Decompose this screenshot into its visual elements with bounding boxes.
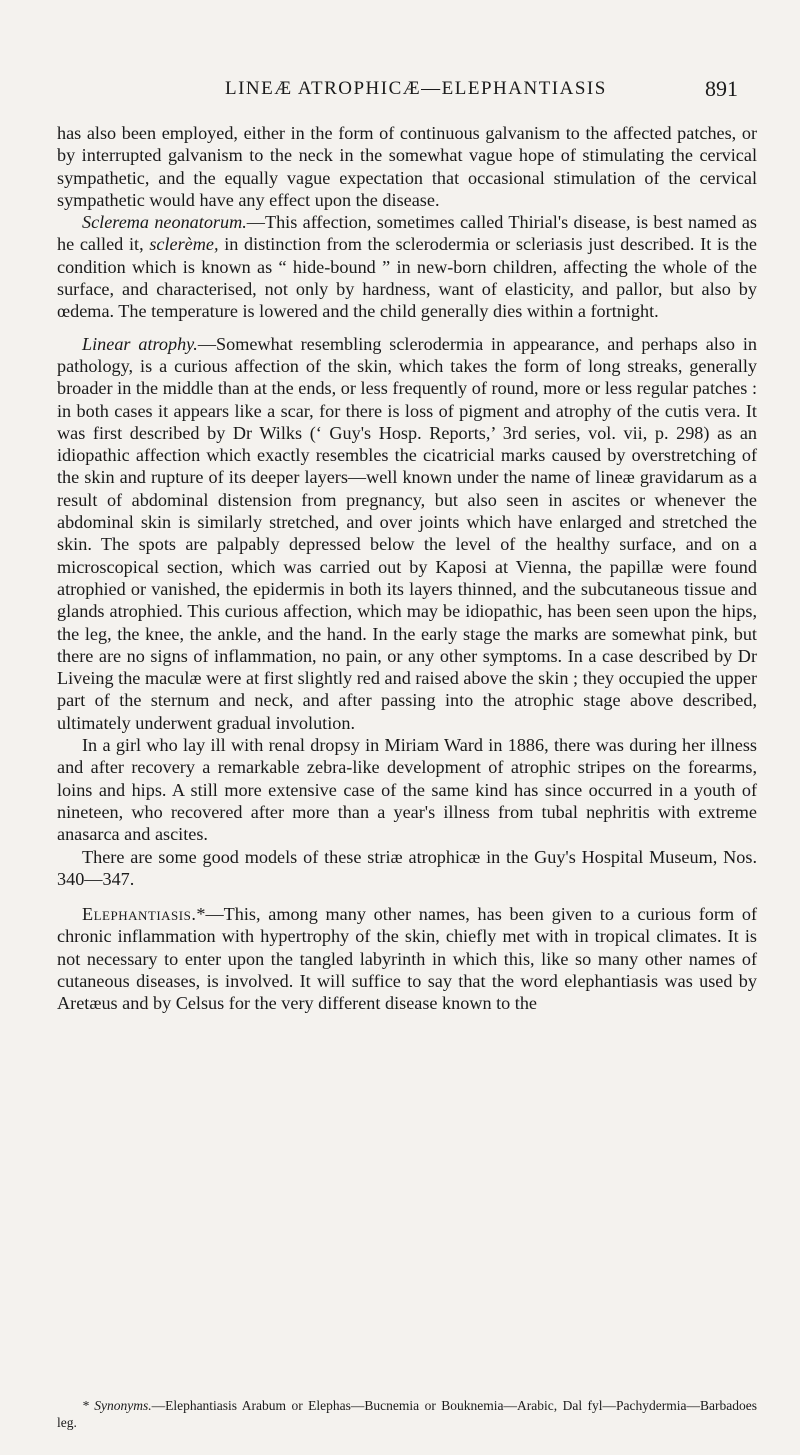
linear-atrophy-term: Linear atrophy. (82, 333, 198, 354)
paragraph-galvanism: has also been employed, either in the form of continuous galvanism to the affected patches, or by interrupted galvanism to the neck in the somewhat vague hope of stimulating the cervical sympathetic, and the equally vague expectation that occasional stimulation of the cervical sympathetic would have any effect upon the disease. (57, 123, 757, 210)
page-header (0, 78, 800, 106)
page-number: 891 (705, 76, 738, 101)
paragraph-sclerema (57, 211, 757, 322)
sclerema-text-b: in distinction from the sclerodermia or scleriasis just described. It is the condition which is known as “ hide-bound ” in new-born children, affecting the whole of the surface, and characterised, not only by hardness, want of elasticity, and pallor, but also by œdema. The temperature is lowered and the child generally dies within a fortnight. (57, 234, 757, 322)
sclerema-text-a: —This affection, sometimes called Thirial's disease, is best named as he called it, (57, 212, 757, 255)
paragraph-models: There are some good models of these striæ atrophicæ in the Guy's Hospital Museum, Nos. 340—347. (57, 846, 757, 889)
sclerema-term: Sclerema neonatorum. (82, 212, 247, 233)
paragraph-linear-atrophy (57, 333, 757, 734)
footnote (57, 1398, 757, 1431)
linear-atrophy-text: —Somewhat resembling sclerodermia in appearance, and perhaps also in pathology, is a curious affection of the skin, which takes the form of long streaks, generally broader in the middle than at the ends, or less frequently of round, more or less regular patches : in both cases it appears like a scar, for there is loss of pigment and atrophy of the cutis vera. It was first described by Dr Wilks (‘ Guy's Hosp. Reports,’ 3rd series, vol. vii, p. 298) as an idiopathic affection which exactly resembles the cicatricial marks caused by overstretching of the skin and rupture of its deeper layers—well known under the name of lineæ gravidarum as a result of abdominal distension from pregnancy, but also seen in ascites or whenever the abdominal skin is similarly stretched, and over joints which have enlarged and stretched the skin. The spots are palpably depressed below the level of the healthy surface, and on a microscopical section, which was carried out by Kaposi at Vienna, the papillæ were found atrophied or vanished, the epidermis in both its layers thinned, and the subcutaneous tissue and glands atrophied. This curious affection, which may be idiopathic, has been seen upon the hips, the leg, the knee, the ankle, and the hand. In the early stage the marks are somewhat pink, but there are no signs of inflammation, no pain, or any other symptoms. In a case described by Dr Liveing the maculæ were at first slightly red and raised above the skin ; they occupied the upper part of the sternum and neck, and after passing into the atrophic stage above described, ultimately underwent gradual involution. (57, 333, 758, 733)
body-text (57, 122, 757, 1015)
paragraph-elephantiasis (57, 903, 757, 1014)
paragraph-girl-case: In a girl who lay ill with renal dropsy in Miriam Ward in 1886, there was during her illness and after recovery a remarkable zebra-like development of atrophic stripes on the forearms, loins and hips. A still more extensive case of the same kind has since occurred in a youth of nineteen, who recovered after more than a year's illness from tubal nephritis with extreme anasarca and ascites. (57, 735, 757, 845)
footnote-text: —Elephantiasis Arabum or Elephas—Bucnemia or Bouknemia—Arabic, Dal fyl—Pachydermia—Barbadoes leg. (57, 1398, 757, 1430)
elephantiasis-text: *—This, among many other names, has been given to a curious form of chronic inflammation with hypertrophy of the skin, chiefly met with in tropical climates. It is not necessary to enter upon the tangled labyrinth in which this, like so many other names of cutaneous diseases, is involved. It will suffice to say that the word elephantiasis was used by Aretæus and by Celsus for the very different disease known to the (57, 904, 757, 1014)
running-head: LINEÆ ATROPHICÆ—ELEPHANTIASIS (225, 78, 607, 99)
elephantiasis-term: Elephantiasis. (82, 904, 197, 925)
footnote-term: * Synonyms. (82, 1398, 152, 1413)
scleremе-term: sclerème, (149, 234, 219, 255)
